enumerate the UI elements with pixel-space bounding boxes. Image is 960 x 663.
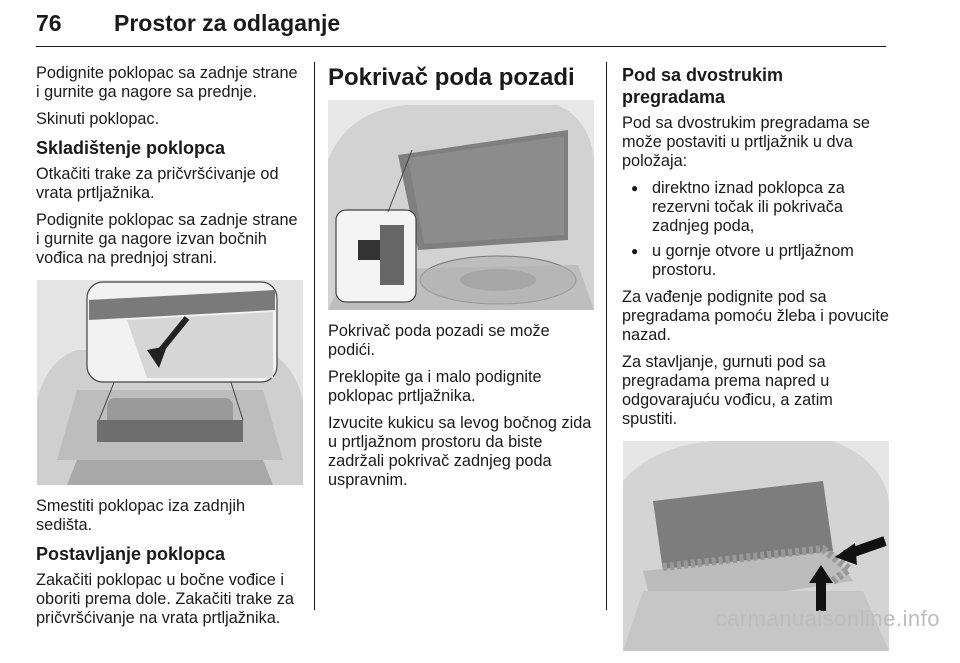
paragraph: Podignite poklopac sa zadnje strane i gurnite ga nagore izvan bočnih vođica na prednjoj strani. <box>36 211 298 267</box>
section-title-double-floor: Pod sa dvostrukim pregradama <box>622 65 784 107</box>
paragraph: Podignite poklopac sa zadnje strane i gurnite ga nagore sa prednje. <box>36 64 298 101</box>
list-item: ● u gornje otvore u prtljažnom prostoru. <box>622 242 890 280</box>
section-heading-install: Postavljanje poklopca <box>36 544 226 564</box>
column-divider <box>606 62 607 610</box>
figure-cover-storage <box>36 280 304 485</box>
paragraph: Pokrivač poda pozadi se može podići. <box>328 322 550 359</box>
list-item: ● direktno iznad poklopca za rezervni točak ili pokrivača zadnjeg poda, <box>622 179 890 236</box>
paragraph: Za stavljanje, gurnuti pod sa pregradama prema napred u odgovarajuću vođicu, a zatim spustiti. <box>622 353 833 428</box>
paragraph: Otkačiti trake za pričvršćivanje od vrata prtljažnika. <box>36 165 279 202</box>
column-1 <box>36 64 304 636</box>
column-2 <box>328 64 594 498</box>
paragraph: Za vađenje podignite pod sa pregradama pomoću žleba i povucite nazad. <box>622 288 889 344</box>
page-number: 76 <box>36 10 62 36</box>
paragraph: Zakačiti poklopac u bočne vođice i oboriti prema dole. Zakačiti trake za pričvršćivanje na vrata prtljažnika. <box>36 571 294 627</box>
paragraph: Smestiti poklopac iza zadnjih sedišta. <box>36 497 246 534</box>
paragraph: Skinuti poklopac. <box>36 110 160 128</box>
bullet-list <box>622 179 890 280</box>
page-header <box>36 2 886 47</box>
paragraph: Pod sa dvostrukim pregradama se može postaviti u prtljažnik u dva položaja: <box>622 114 870 170</box>
column-3 <box>622 64 890 663</box>
section-title-floor-cover: Pokrivač poda pozadi <box>328 64 575 91</box>
chapter-title: Prostor za odlaganje <box>114 10 341 36</box>
section-heading-storage: Skladištenje poklopca <box>36 138 226 158</box>
paragraph: Preklopite ga i malo podignite poklopac prtljažnika. <box>328 368 542 405</box>
watermark: carmanualsonline.info <box>715 606 940 631</box>
column-divider <box>314 62 315 610</box>
paragraph: Izvucite kukicu sa levog bočnog zida u prtljažnom prostoru da biste zadržali pokrivač zadnjeg poda uspravnim. <box>328 414 592 489</box>
figure-floor-cover <box>328 100 594 310</box>
